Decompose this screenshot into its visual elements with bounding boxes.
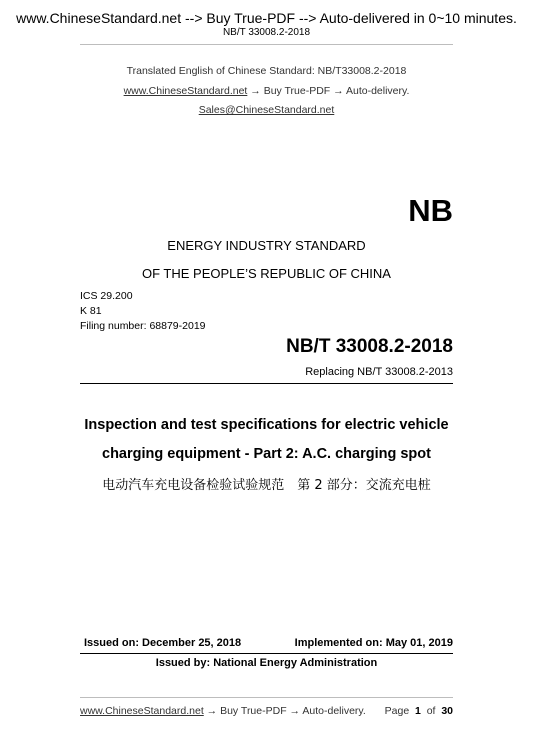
page-of: of [426, 705, 436, 717]
delivery-text: Auto-delivery. [345, 85, 410, 97]
issued-by: Issued by: National Energy Administration [155, 657, 378, 669]
page-total: 30 [441, 705, 453, 717]
document-title-line2: charging equipment - Part 2: A.C. charging spot [102, 446, 431, 462]
footer-delivery-text: Auto-delivery. [302, 705, 366, 717]
footer-divider [80, 697, 453, 698]
industry-standard-heading: ENERGY INDUSTRY STANDARD [167, 238, 366, 253]
arrow-icon: → [289, 705, 301, 717]
arrow-icon: → [333, 85, 344, 97]
footer-site-link[interactable]: www.ChineseStandard.net [80, 705, 204, 717]
page-current: 1 [415, 705, 421, 717]
standard-number-title: NB/T 33008.2-2018 [286, 336, 453, 357]
issued-on: Issued on: December 25, 2018 [84, 637, 242, 649]
title-divider [80, 383, 453, 384]
document-title-line1: Inspection and test specifications for electric vehicle [84, 417, 449, 433]
site-link[interactable]: www.ChineseStandard.net [123, 85, 248, 97]
arrow-icon: → [206, 705, 218, 717]
email-line [0, 104, 533, 116]
translated-note: Translated English of Chinese Standard: NB/T33008.2-2018 [126, 65, 407, 77]
page-indicator [385, 705, 453, 717]
top-banner: www.ChineseStandard.net --> Buy True-PDF --> Auto-delivered in 0~10 minutes. [16, 10, 517, 26]
page-label: Page [384, 705, 410, 717]
arrow-icon: → [250, 85, 261, 97]
filing-number: Filing number: 68879-2019 [80, 320, 206, 332]
footer-buy-text: Buy True-PDF [220, 705, 287, 717]
country-heading: OF THE PEOPLE’S REPUBLIC OF CHINA [142, 266, 391, 281]
footer-buy-line [80, 705, 366, 717]
document-title-chinese: 电动汽车充电设备检验试验规范 第 2 部分：交流充电桩 [102, 478, 431, 493]
header-divider [80, 44, 453, 45]
replacing-note: Replacing NB/T 33008.2-2013 [305, 366, 453, 378]
dates-divider [80, 653, 453, 654]
ics-code: ICS 29.200 [80, 290, 133, 302]
k-code: K 81 [80, 305, 102, 317]
email-link[interactable]: Sales@ChineseStandard.net [198, 104, 335, 116]
nb-logo: NB [408, 193, 453, 228]
header-standard-number: NB/T 33008.2-2018 [222, 27, 311, 38]
buy-line [0, 85, 533, 97]
implemented-on: Implemented on: May 01, 2019 [294, 637, 453, 649]
buy-text: Buy True-PDF [263, 85, 331, 97]
